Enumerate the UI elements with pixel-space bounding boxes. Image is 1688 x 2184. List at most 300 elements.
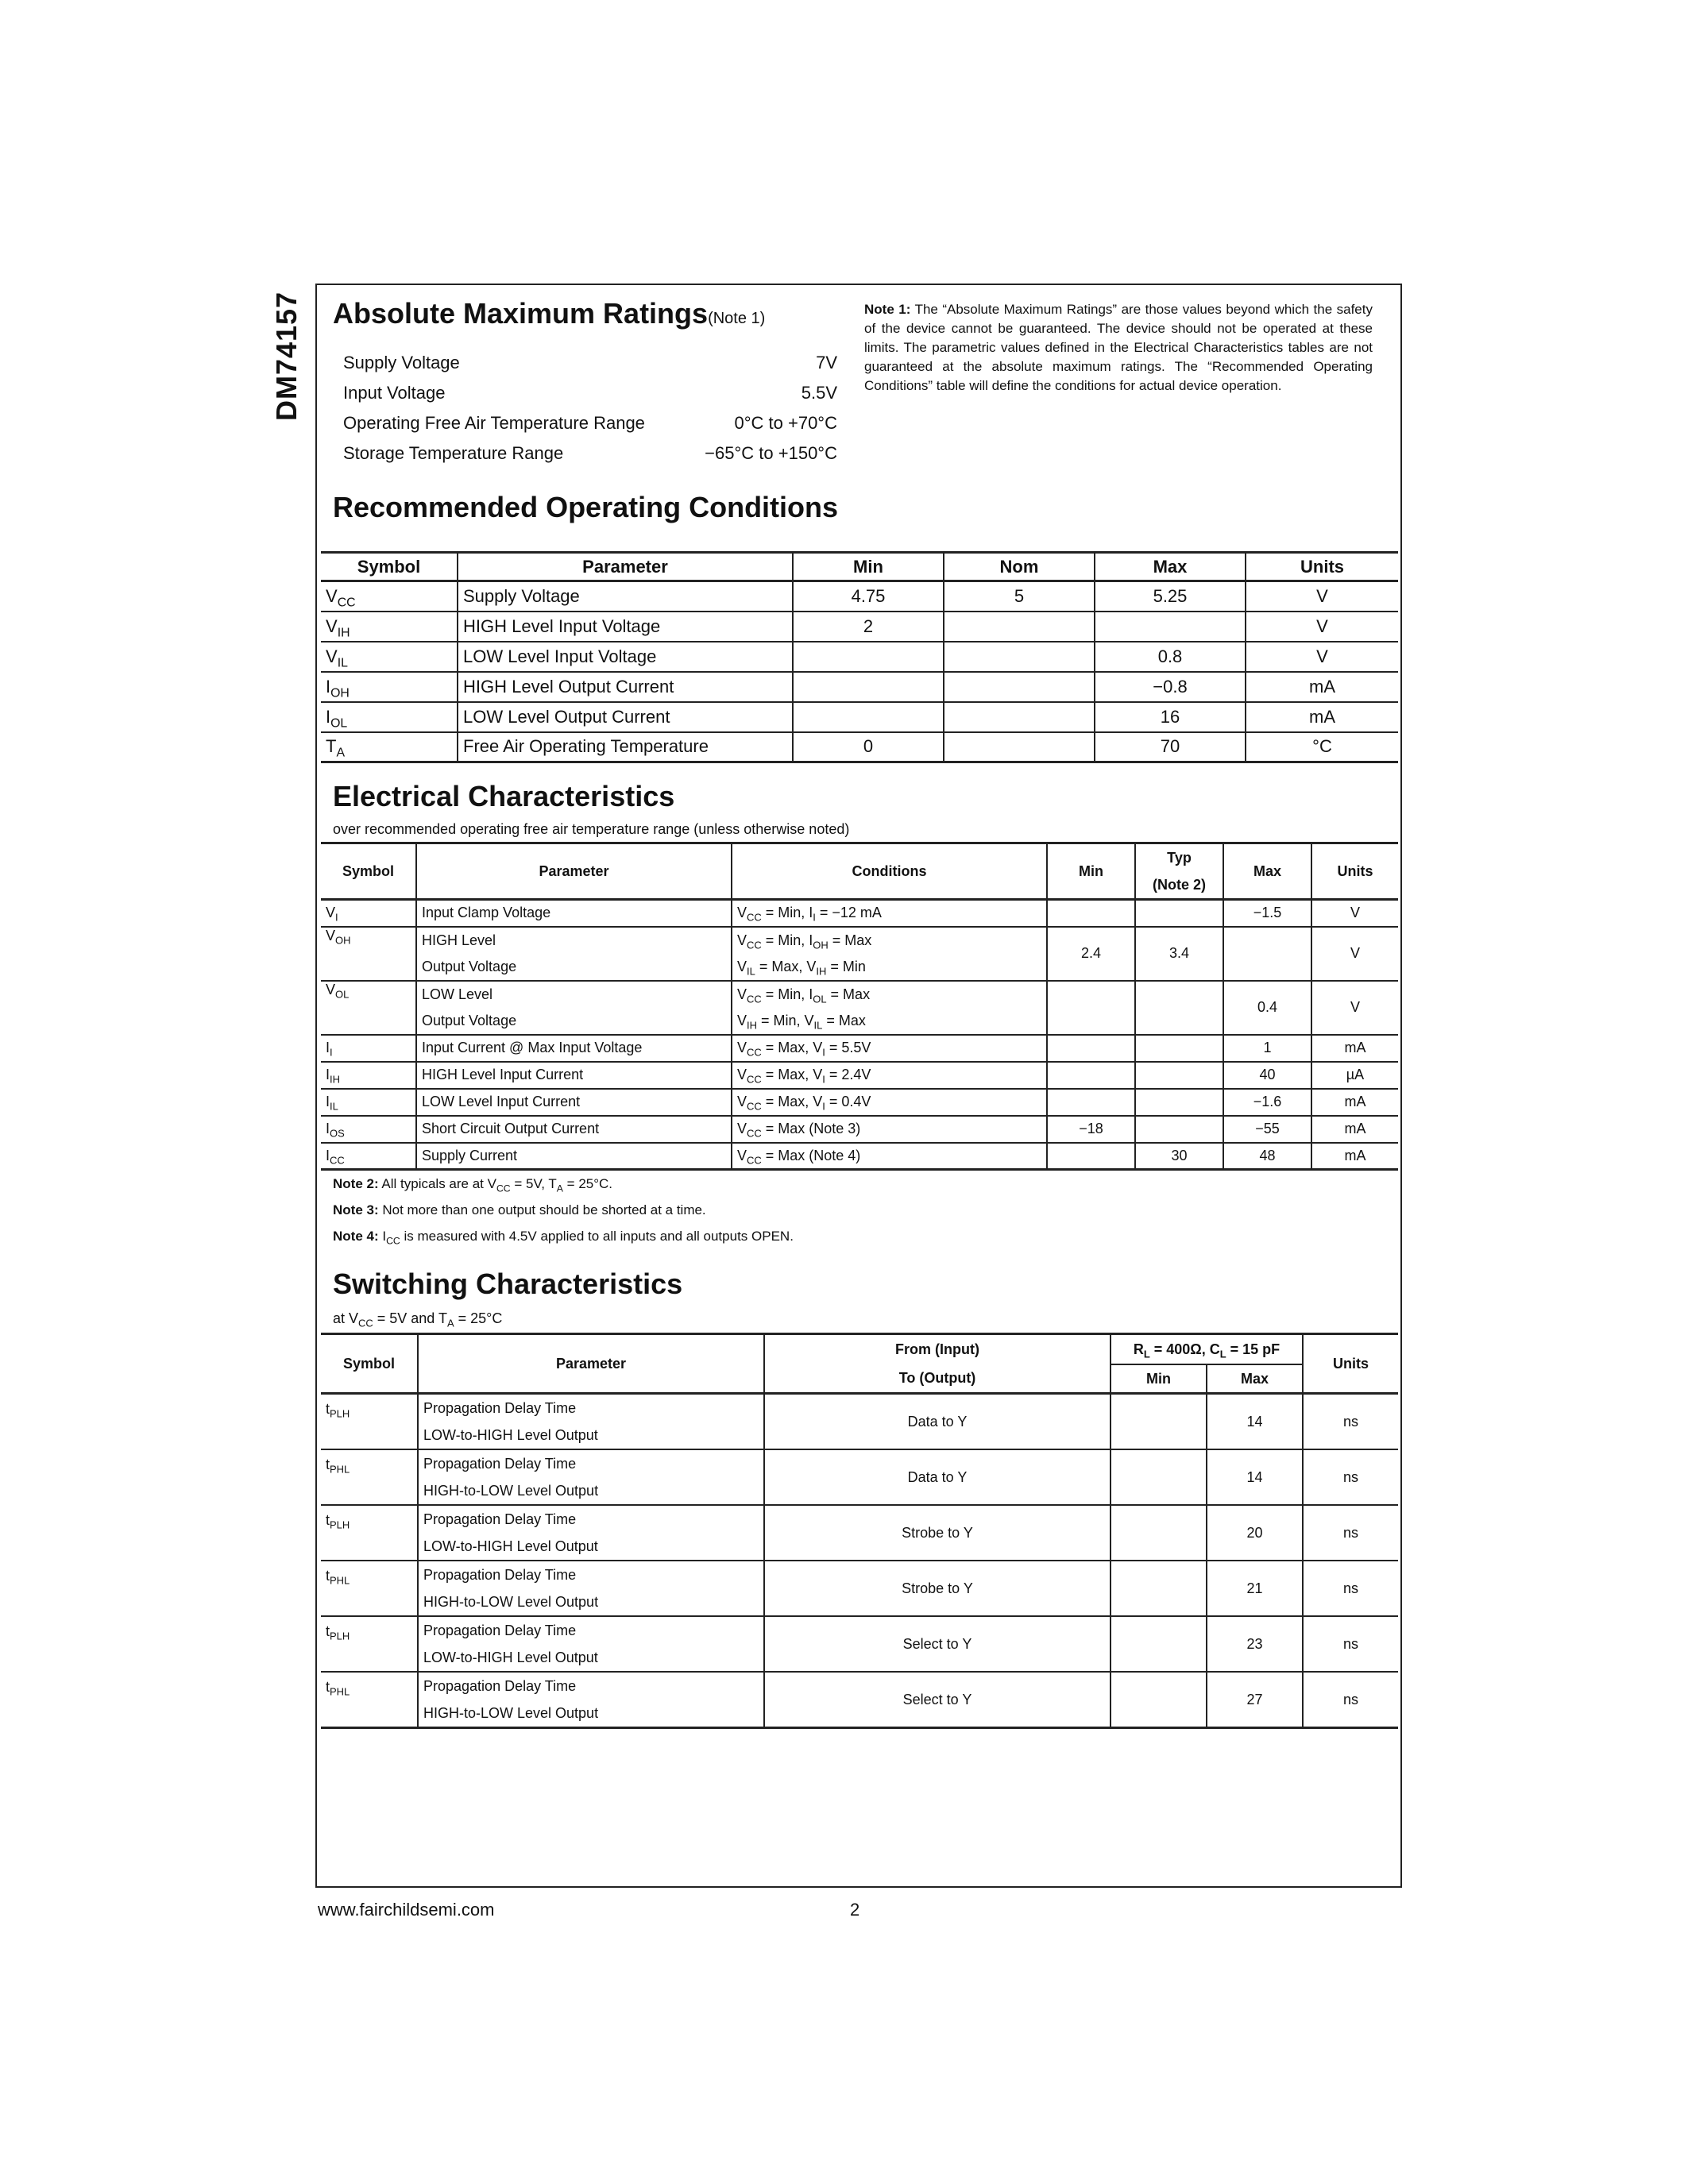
- note-sub: A: [556, 1183, 563, 1194]
- param-line: LOW-to-HIGH Level Output: [423, 1427, 598, 1443]
- max-cell: 27: [1207, 1672, 1303, 1728]
- symbol-sub: PLH: [330, 1407, 350, 1420]
- typ-cell: [1135, 900, 1223, 927]
- units-cell: mA: [1311, 1116, 1398, 1143]
- param-cell: HIGH Level Input Current: [416, 1062, 732, 1089]
- max-cell: 0.8: [1095, 642, 1246, 672]
- amr-label: Operating Free Air Temperature Range: [343, 413, 645, 433]
- amr-list: [343, 348, 837, 469]
- cond-sub: CC: [747, 1073, 762, 1086]
- col-header: Parameter: [416, 843, 732, 900]
- units-cell: V: [1246, 612, 1398, 642]
- units-cell: ns: [1303, 1561, 1398, 1616]
- units-cell: mA: [1311, 1143, 1398, 1170]
- nom-cell: [944, 642, 1095, 672]
- cond-text: V: [737, 1012, 747, 1028]
- cond-text: V: [737, 932, 747, 948]
- path-cell: Strobe to Y: [764, 1561, 1111, 1616]
- min-cell: [793, 702, 944, 732]
- cond-text: = Max (Note 4): [761, 1147, 861, 1163]
- param-cell: [418, 1672, 764, 1728]
- cond-cell: [732, 1062, 1047, 1089]
- amr-heading: [333, 297, 765, 330]
- cond-sub: CC: [747, 993, 762, 1005]
- note-label: Note 3:: [333, 1202, 379, 1217]
- symbol: t: [326, 1457, 330, 1472]
- roc-header-row: [321, 553, 1398, 581]
- path-cell: Strobe to Y: [764, 1505, 1111, 1561]
- units-cell: mA: [1311, 1035, 1398, 1062]
- note-4: [333, 1223, 794, 1249]
- param-line: LOW-to-HIGH Level Output: [423, 1650, 598, 1665]
- units-cell: V: [1311, 927, 1398, 981]
- note-text: All typicals are at V: [378, 1176, 496, 1191]
- symbol-cell: [321, 581, 458, 612]
- cond-cell: [732, 981, 1047, 1008]
- table-row: [321, 1143, 1398, 1170]
- nom-cell: 5: [944, 581, 1095, 612]
- typ-cell: [1135, 1035, 1223, 1062]
- cond-cell: [732, 1116, 1047, 1143]
- cond-text: = 400Ω, C: [1149, 1341, 1220, 1357]
- symbol-sub: OH: [335, 934, 351, 947]
- param-line: HIGH-to-LOW Level Output: [423, 1705, 599, 1721]
- max-cell: −0.8: [1095, 672, 1246, 702]
- units-cell: mA: [1246, 702, 1398, 732]
- table-row: [321, 581, 1398, 612]
- symbol-cell: [321, 1561, 418, 1616]
- ec-title: Electrical Characteristics: [333, 780, 675, 812]
- param-cell: Output Voltage: [416, 954, 732, 981]
- min-cell: [1047, 981, 1135, 1035]
- symbol: V: [326, 585, 338, 606]
- typ-note: (Note 2): [1153, 877, 1206, 893]
- col-header: Max: [1207, 1364, 1303, 1393]
- amr-label: Storage Temperature Range: [343, 443, 564, 463]
- note-label: Note 2:: [333, 1176, 379, 1191]
- symbol: I: [326, 1067, 330, 1082]
- symbol-sub: IH: [337, 626, 350, 640]
- cond-text: = Max: [822, 1012, 866, 1028]
- typ-cell: 30: [1135, 1143, 1223, 1170]
- symbol-cell: [321, 642, 458, 672]
- note-text: Not more than one output should be shorted at a time.: [378, 1202, 706, 1217]
- symbol-sub: OL: [330, 716, 348, 731]
- symbol-cell: [321, 1672, 418, 1728]
- cond-cell: [732, 1143, 1047, 1170]
- cond-text: V: [737, 1094, 747, 1109]
- footer-website-link[interactable]: www.fairchildsemi.com: [318, 1900, 495, 1920]
- table-row: [321, 612, 1398, 642]
- units-cell: ns: [1303, 1394, 1398, 1450]
- symbol-sub: I: [330, 1046, 333, 1059]
- symbol-sub: CC: [330, 1154, 345, 1167]
- nom-cell: [944, 672, 1095, 702]
- cond-text: = Max, V: [761, 1040, 823, 1055]
- col-header: Nom: [944, 553, 1095, 581]
- table-row: [321, 702, 1398, 732]
- col-header: Units: [1246, 553, 1398, 581]
- path-cell: Select to Y: [764, 1672, 1111, 1728]
- page-number: 2: [850, 1900, 860, 1920]
- units-cell: ns: [1303, 1616, 1398, 1672]
- col-header: Parameter: [418, 1334, 764, 1394]
- symbol-cell: [321, 1116, 416, 1143]
- note-3: [333, 1197, 794, 1223]
- min-cell: 4.75: [793, 581, 944, 612]
- from-label: From (Input): [895, 1341, 979, 1357]
- symbol: I: [326, 676, 331, 696]
- table-row: [321, 1035, 1398, 1062]
- symbol-sub: PHL: [330, 1685, 350, 1698]
- symbol-sub: IL: [337, 656, 348, 670]
- symbol: I: [326, 1040, 330, 1055]
- sw-sub-text: at V: [333, 1310, 359, 1326]
- cond-sub: I: [822, 1100, 825, 1113]
- symbol-sub: OL: [335, 988, 350, 1001]
- min-cell: [793, 672, 944, 702]
- path-cell: Data to Y: [764, 1449, 1111, 1505]
- roc-title: Recommended Operating Conditions: [333, 491, 839, 523]
- note-1-label: Note 1:: [864, 302, 911, 317]
- param-cell: LOW Level Input Current: [416, 1089, 732, 1116]
- table-row: [321, 1672, 1398, 1728]
- param-line: Propagation Delay Time: [423, 1678, 577, 1694]
- col-header: Units: [1303, 1334, 1398, 1394]
- cond-text: V: [737, 1067, 747, 1082]
- units-cell: mA: [1246, 672, 1398, 702]
- note-text: I: [378, 1229, 387, 1244]
- symbol-sub: IL: [330, 1100, 338, 1113]
- min-cell: 0: [793, 732, 944, 762]
- table-row: [321, 900, 1398, 927]
- max-cell: 23: [1207, 1616, 1303, 1672]
- cond-text: V: [737, 1121, 747, 1136]
- cond-text: = Min, I: [761, 986, 813, 1002]
- amr-value: 5.5V: [801, 383, 837, 403]
- units-cell: V: [1311, 900, 1398, 927]
- cond-text: = Max: [828, 932, 872, 948]
- part-number-title: DM74157: [270, 291, 303, 421]
- symbol-cell: [321, 1062, 416, 1089]
- col-header: Conditions: [732, 843, 1047, 900]
- symbol: V: [326, 927, 336, 943]
- table-row: [321, 672, 1398, 702]
- param-line: Propagation Delay Time: [423, 1400, 577, 1416]
- symbol: t: [326, 1568, 330, 1584]
- cond-text: R: [1133, 1341, 1144, 1357]
- symbol: V: [326, 981, 336, 997]
- param-cell: LOW Level: [416, 981, 732, 1008]
- note-label: Note 4:: [333, 1229, 379, 1244]
- param-cell: Input Clamp Voltage: [416, 900, 732, 927]
- param-cell: [418, 1561, 764, 1616]
- symbol-sub: PHL: [330, 1574, 350, 1587]
- symbol: I: [326, 1147, 330, 1163]
- ec-notes: [333, 1171, 794, 1249]
- cond-text: = Min, I: [761, 905, 813, 921]
- amr-title-note: (Note 1): [708, 310, 766, 327]
- ec-subtitle: over recommended operating free air temperature range (unless otherwise noted): [333, 821, 850, 837]
- cond-sub: CC: [747, 939, 762, 951]
- sw-table: [321, 1333, 1398, 1729]
- param-cell: Short Circuit Output Current: [416, 1116, 732, 1143]
- min-cell: [1047, 1035, 1135, 1062]
- cond-sub: L: [1143, 1348, 1150, 1360]
- ec-header-row: [321, 843, 1398, 900]
- cond-sub: CC: [747, 1127, 762, 1140]
- min-cell: [1047, 1143, 1135, 1170]
- typ-cell: [1135, 1062, 1223, 1089]
- cond-text: = Max (Note 3): [761, 1121, 861, 1136]
- cond-cell: [732, 1008, 1047, 1035]
- symbol-cell: [321, 981, 416, 1035]
- min-cell: −18: [1047, 1116, 1135, 1143]
- col-header: [764, 1334, 1111, 1394]
- max-cell: 40: [1223, 1062, 1311, 1089]
- cond-text: V: [737, 958, 747, 974]
- cond-text: = Max, V: [761, 1094, 823, 1109]
- cond-text: = Max: [826, 986, 871, 1002]
- symbol-sub: PHL: [330, 1463, 350, 1476]
- table-row: [321, 927, 1398, 954]
- cond-text: V: [737, 986, 747, 1002]
- note-1: [864, 300, 1373, 396]
- max-cell: −55: [1223, 1116, 1311, 1143]
- amr-value: 0°C to +70°C: [734, 413, 837, 433]
- cond-sub: OH: [813, 939, 829, 951]
- col-header: [1135, 843, 1223, 900]
- max-cell: 70: [1095, 732, 1246, 762]
- units-cell: ns: [1303, 1449, 1398, 1505]
- col-header: Min: [1111, 1364, 1207, 1393]
- cond-cell: [732, 1089, 1047, 1116]
- cond-sub: I: [822, 1046, 825, 1059]
- cond-sub: IL: [747, 965, 755, 978]
- table-row: [321, 1089, 1398, 1116]
- cond-sub: CC: [747, 1100, 762, 1113]
- max-cell: 48: [1223, 1143, 1311, 1170]
- amr-row: [343, 408, 837, 438]
- sw-sub-text: = 25°C: [454, 1310, 503, 1326]
- min-cell: [1111, 1394, 1207, 1450]
- cond-text: = Min, I: [761, 932, 813, 948]
- max-cell: 0.4: [1223, 981, 1311, 1035]
- param-cell: LOW Level Output Current: [458, 702, 793, 732]
- typ-label: Typ: [1167, 850, 1192, 866]
- path-cell: Data to Y: [764, 1394, 1111, 1450]
- param-cell: Free Air Operating Temperature: [458, 732, 793, 762]
- sw-sub-sub: A: [446, 1317, 454, 1329]
- amr-label: Input Voltage: [343, 383, 446, 403]
- units-cell: °C: [1246, 732, 1398, 762]
- cond-text: V: [737, 1040, 747, 1055]
- units-cell: ns: [1303, 1672, 1398, 1728]
- param-cell: [418, 1616, 764, 1672]
- param-line: HIGH-to-LOW Level Output: [423, 1483, 599, 1499]
- cond-text: = Max, V: [755, 958, 817, 974]
- symbol-cell: [321, 732, 458, 762]
- cond-cell: [732, 927, 1047, 954]
- symbol: I: [326, 1121, 330, 1136]
- note-text: = 5V, T: [510, 1176, 557, 1191]
- min-cell: [1047, 1062, 1135, 1089]
- min-cell: [1047, 900, 1135, 927]
- cond-sub: CC: [747, 911, 762, 924]
- table-row: [321, 1062, 1398, 1089]
- min-cell: [793, 642, 944, 672]
- table-row: [321, 1616, 1398, 1672]
- min-cell: [1111, 1616, 1207, 1672]
- sw-title: Switching Characteristics: [333, 1268, 683, 1300]
- symbol: I: [326, 706, 331, 727]
- note-text: is measured with 4.5V applied to all inputs and all outputs OPEN.: [400, 1229, 794, 1244]
- cond-cell: [732, 1035, 1047, 1062]
- param-line: Propagation Delay Time: [423, 1623, 577, 1638]
- cond-sub: I: [813, 911, 816, 924]
- table-row: [321, 1116, 1398, 1143]
- cond-sub: L: [1219, 1348, 1226, 1360]
- symbol-cell: [321, 672, 458, 702]
- symbol-sub: PLH: [330, 1630, 350, 1642]
- param-cell: [418, 1449, 764, 1505]
- table-row: [321, 1505, 1398, 1561]
- param-cell: Output Voltage: [416, 1008, 732, 1035]
- cond-sub: IL: [813, 1019, 823, 1032]
- symbol: t: [326, 1512, 330, 1528]
- symbol: t: [326, 1679, 330, 1695]
- max-cell: 14: [1207, 1394, 1303, 1450]
- max-cell: 20: [1207, 1505, 1303, 1561]
- to-label: To (Output): [898, 1370, 976, 1386]
- param-cell: Input Current @ Max Input Voltage: [416, 1035, 732, 1062]
- sw-header-row: [321, 1334, 1398, 1365]
- note-text: = 25°C.: [562, 1176, 613, 1191]
- max-cell: 5.25: [1095, 581, 1246, 612]
- max-cell: 16: [1095, 702, 1246, 732]
- ec-table: [321, 842, 1398, 1171]
- cond-text: = −12 mA: [815, 905, 882, 921]
- min-cell: [1111, 1505, 1207, 1561]
- min-cell: [1111, 1672, 1207, 1728]
- param-cell: HIGH Level Input Voltage: [458, 612, 793, 642]
- min-cell: [1111, 1561, 1207, 1616]
- symbol-cell: [321, 900, 416, 927]
- max-cell: 14: [1207, 1449, 1303, 1505]
- max-cell: [1223, 927, 1311, 981]
- param-cell: Supply Current: [416, 1143, 732, 1170]
- typ-cell: 3.4: [1135, 927, 1223, 981]
- cond-text: = 15 pF: [1226, 1341, 1280, 1357]
- cond-text: = 5.5V: [825, 1040, 871, 1055]
- cond-text: V: [737, 905, 747, 921]
- sw-sub-text: = 5V and T: [373, 1310, 447, 1326]
- max-cell: 21: [1207, 1561, 1303, 1616]
- sw-sub-sub: CC: [358, 1317, 373, 1329]
- units-cell: V: [1311, 981, 1398, 1035]
- cond-sub: I: [822, 1073, 825, 1086]
- param-line: Propagation Delay Time: [423, 1511, 577, 1527]
- symbol: V: [326, 905, 336, 921]
- symbol-cell: [321, 1449, 418, 1505]
- sw-subtitle: [333, 1310, 502, 1327]
- symbol: I: [326, 1094, 330, 1109]
- symbol: t: [326, 1623, 330, 1639]
- symbol: V: [326, 646, 338, 666]
- symbol-sub: I: [335, 911, 338, 924]
- units-cell: V: [1246, 642, 1398, 672]
- symbol-sub: OS: [330, 1127, 345, 1140]
- table-row: [321, 981, 1398, 1008]
- cond-text: = 2.4V: [825, 1067, 871, 1082]
- param-cell: HIGH Level Output Current: [458, 672, 793, 702]
- symbol-cell: [321, 927, 416, 981]
- symbol: T: [326, 736, 337, 757]
- table-row: [321, 1449, 1398, 1505]
- col-header: Min: [1047, 843, 1135, 900]
- col-header: Units: [1311, 843, 1398, 900]
- symbol: V: [326, 615, 338, 636]
- param-line: HIGH-to-LOW Level Output: [423, 1594, 599, 1610]
- symbol-sub: OH: [330, 686, 350, 700]
- units-cell: µA: [1311, 1062, 1398, 1089]
- col-header: Max: [1095, 553, 1246, 581]
- symbol-cell: [321, 1089, 416, 1116]
- symbol: t: [326, 1401, 330, 1417]
- cond-cell: [732, 900, 1047, 927]
- units-cell: mA: [1311, 1089, 1398, 1116]
- param-cell: LOW Level Input Voltage: [458, 642, 793, 672]
- table-row: [321, 642, 1398, 672]
- table-row: [321, 732, 1398, 762]
- amr-value: −65°C to +150°C: [705, 443, 837, 463]
- units-cell: V: [1246, 581, 1398, 612]
- param-cell: HIGH Level: [416, 927, 732, 954]
- max-cell: −1.6: [1223, 1089, 1311, 1116]
- amr-row: [343, 348, 837, 378]
- typ-cell: [1135, 981, 1223, 1035]
- symbol-sub: PLH: [330, 1518, 350, 1531]
- cond-sub: CC: [747, 1046, 762, 1059]
- amr-row: [343, 378, 837, 408]
- symbol-cell: [321, 1505, 418, 1561]
- col-header: Symbol: [321, 1334, 418, 1394]
- note-1-text: The “Absolute Maximum Ratings” are those values beyond which the safety of the device cannot be guaranteed. The device should not be operated at these limits. The parametric values defined in the Electrical Characteristics tables are not guaranteed at the absolute maximum ratings. The “Recommended Operating Conditions” table will define the conditions for actual device operation.: [864, 302, 1373, 393]
- symbol-cell: [321, 1616, 418, 1672]
- col-header: Symbol: [321, 843, 416, 900]
- col-header: Min: [793, 553, 944, 581]
- symbol-sub: A: [336, 746, 346, 760]
- cond-sub: OL: [813, 993, 827, 1005]
- cond-sub: IH: [816, 965, 827, 978]
- max-cell: −1.5: [1223, 900, 1311, 927]
- symbol-cell: [321, 1394, 418, 1450]
- symbol-cell: [321, 612, 458, 642]
- symbol-cell: [321, 1143, 416, 1170]
- note-sub: CC: [386, 1235, 400, 1247]
- min-cell: 2.4: [1047, 927, 1135, 981]
- param-cell: [418, 1394, 764, 1450]
- units-cell: ns: [1303, 1505, 1398, 1561]
- param-line: Propagation Delay Time: [423, 1456, 577, 1472]
- col-header: Parameter: [458, 553, 793, 581]
- typ-cell: [1135, 1089, 1223, 1116]
- cond-text: = 0.4V: [825, 1094, 871, 1109]
- amr-title: Absolute Maximum Ratings: [333, 297, 709, 330]
- col-header: [1111, 1334, 1303, 1365]
- amr-value: 7V: [816, 353, 837, 372]
- cond-sub: CC: [747, 1154, 762, 1167]
